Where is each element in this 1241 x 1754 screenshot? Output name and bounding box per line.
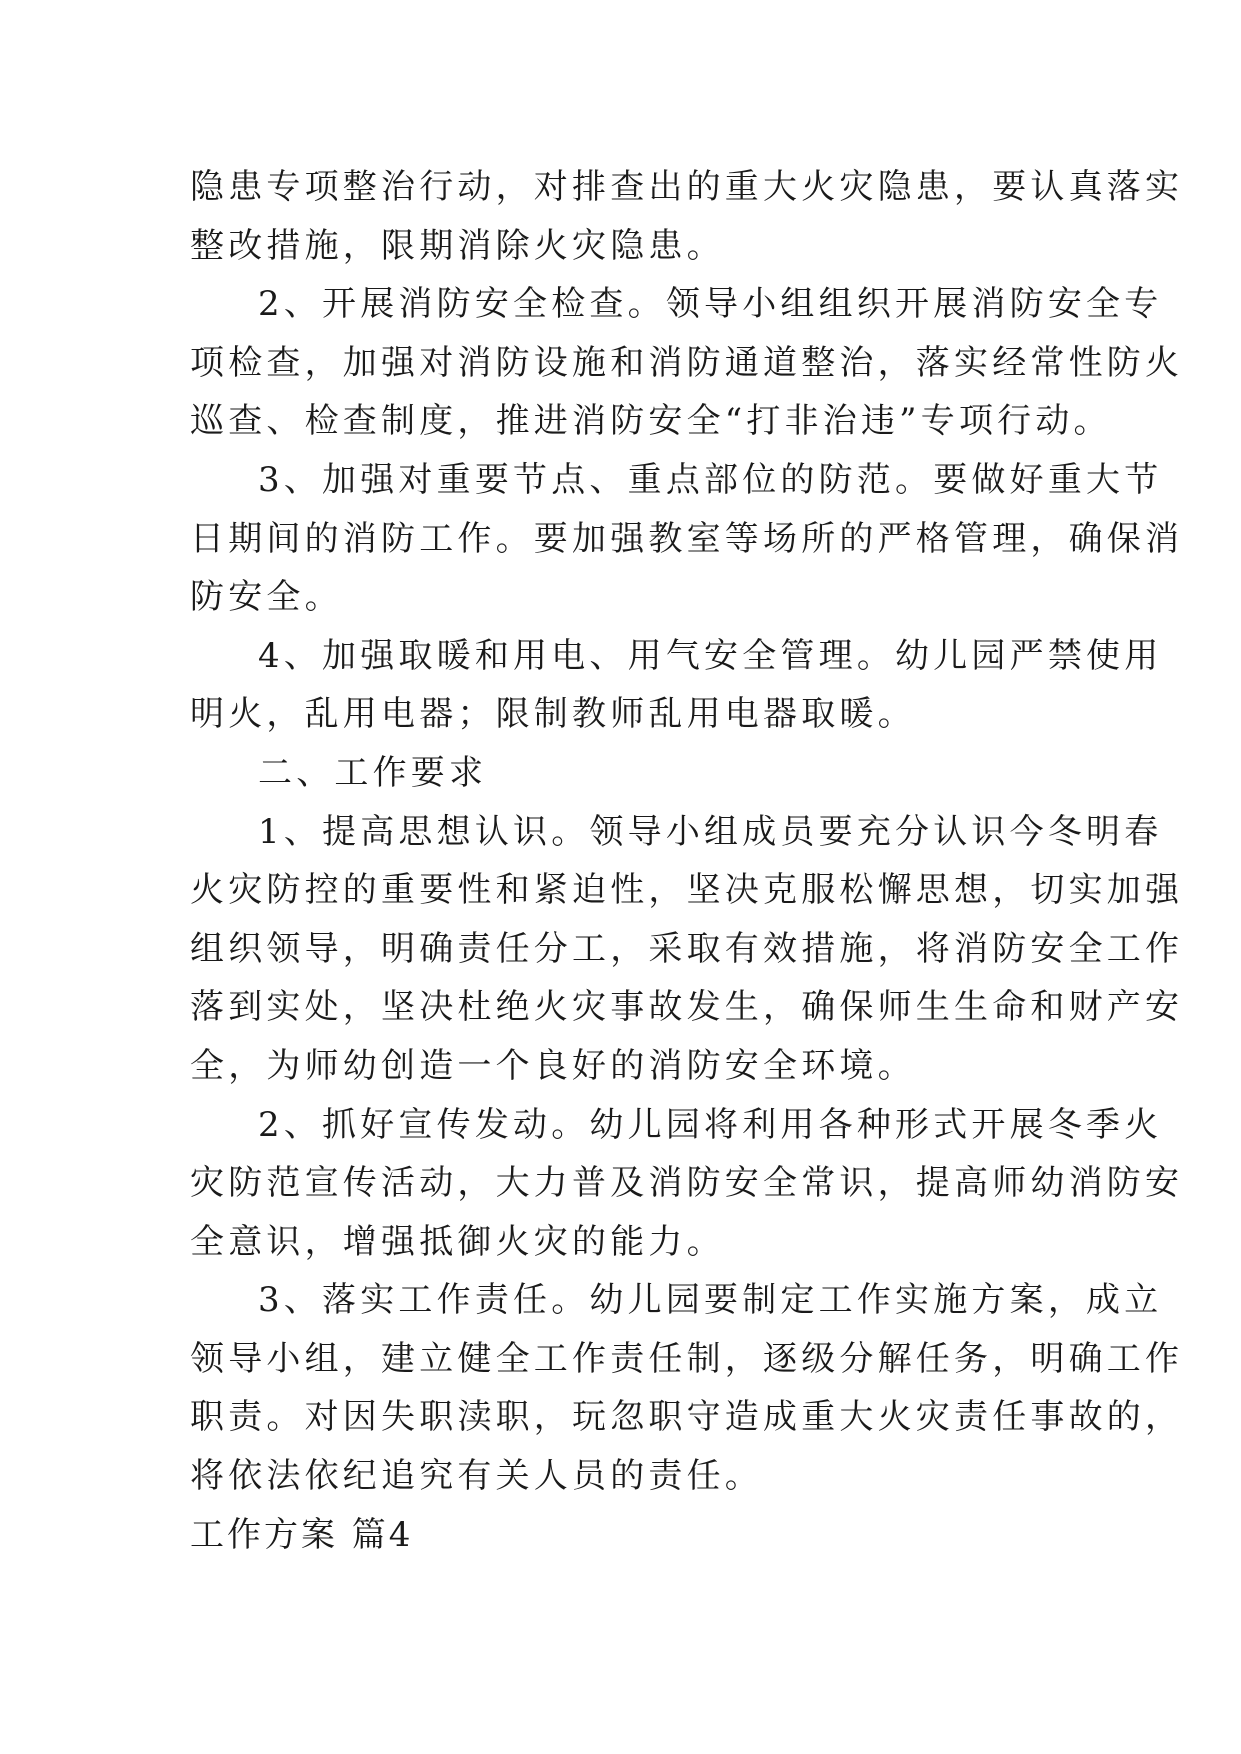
paragraph-start-line: 4、加强取暖和用电、用气安全管理。幼儿园严禁使用 xyxy=(258,635,1163,676)
section-heading: 二、工作要求 xyxy=(258,752,488,793)
paragraph-start-line: 2、开展消防安全检查。领导小组组织开展消防安全专 xyxy=(258,284,1163,325)
paragraph-start-line: 3、落实工作责任。幼儿园要制定工作实施方案，成立 xyxy=(258,1280,1163,1321)
text-line: 全，为师幼创造一个良好的消防安全环境。 xyxy=(190,1045,916,1086)
section-title: 工作方案 篇4 xyxy=(190,1514,414,1555)
text-line: 防安全。 xyxy=(190,577,343,618)
paragraph-start-line: 3、加强对重要节点、重点部位的防范。要做好重大节 xyxy=(258,459,1163,500)
paragraph-start-line: 2、抓好宣传发动。幼儿园将利用各种形式开展冬季火 xyxy=(258,1104,1163,1145)
text-line: 隐患专项整治行动，对排查出的重大火灾隐患，要认真落实 xyxy=(190,167,1184,207)
text-line: 灾防范宣传活动，大力普及消防安全常识，提高师幼消防安 xyxy=(190,1163,1184,1204)
text-line: 巡查、检查制度，推进消防安全“打非治违”专项行动。 xyxy=(190,401,1112,442)
text-line: 项检查，加强对消防设施和消防通道整治，落实经常性防火 xyxy=(190,342,1184,383)
text-line: 全意识，增强抵御火灾的能力。 xyxy=(190,1221,725,1262)
text-line: 明火，乱用电器；限制教师乱用电器取暖。 xyxy=(190,694,916,735)
text-line: 整改措施，限期消除火灾隐患。 xyxy=(190,225,725,266)
text-line: 组织领导，明确责任分工，采取有效措施，将消防安全工作 xyxy=(190,928,1184,969)
text-line: 领导小组，建立健全工作责任制，逐级分解任务，明确工作 xyxy=(190,1338,1184,1379)
text-line: 将依法依纪追究有关人员的责任。 xyxy=(190,1456,763,1497)
text-line: 日期间的消防工作。要加强教室等场所的严格管理，确保消 xyxy=(190,518,1184,559)
document-body xyxy=(190,158,1184,1564)
text-line: 职责。对因失职渎职，玩忽职守造成重大火灾责任事故的， xyxy=(190,1397,1184,1438)
text-line: 火灾防控的重要性和紧迫性，坚决克服松懈思想，切实加强 xyxy=(190,870,1184,911)
paragraph-start-line: 1、提高思想认识。领导小组成员要充分认识今冬明春 xyxy=(258,811,1163,852)
text-line: 落到实处，坚决杜绝火灾事故发生，确保师生生命和财产安 xyxy=(190,987,1184,1028)
